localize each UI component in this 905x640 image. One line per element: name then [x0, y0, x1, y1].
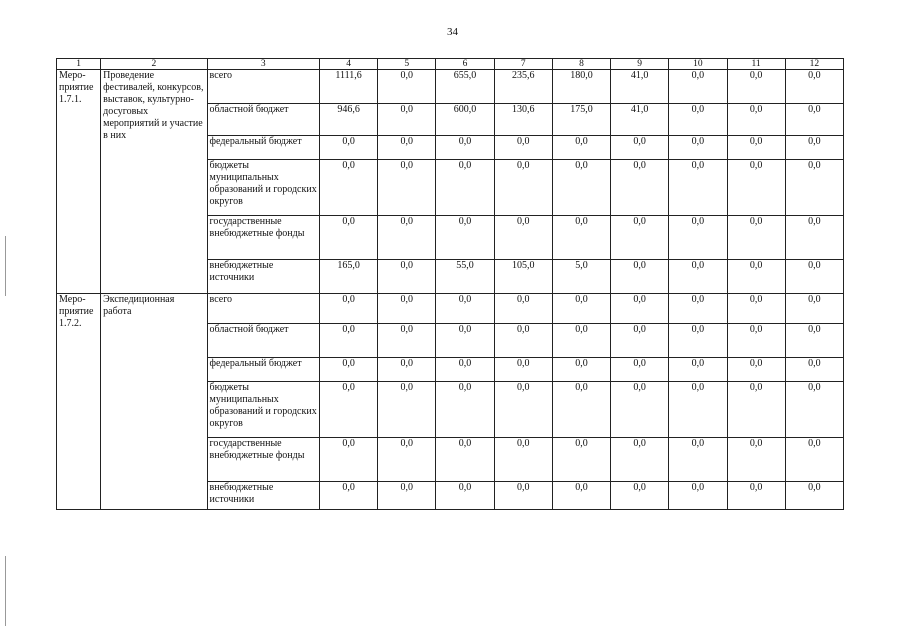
amount-cell: 655,0	[436, 70, 494, 104]
funding-source: государственные внебюджетные фонды	[207, 216, 319, 260]
amount-cell: 600,0	[436, 104, 494, 136]
activity-code	[57, 294, 101, 510]
amount-cell: 41,0	[611, 104, 669, 136]
amount-cell: 0,0	[727, 216, 785, 260]
amount-cell: 0,0	[436, 482, 494, 510]
activity-name: Экспедиционная работа	[101, 294, 207, 510]
budget-table	[56, 58, 844, 510]
amount-cell: 0,0	[727, 482, 785, 510]
amount-cell: 0,0	[552, 136, 610, 160]
amount-cell: 0,0	[611, 324, 669, 358]
amount-cell: 0,0	[785, 482, 843, 510]
amount-cell: 0,0	[611, 136, 669, 160]
amount-cell: 0,0	[669, 358, 727, 382]
amount-cell: 175,0	[552, 104, 610, 136]
funding-source: областной бюджет	[207, 324, 319, 358]
amount-cell: 0,0	[378, 136, 436, 160]
amount-cell: 180,0	[552, 70, 610, 104]
page-number: 34	[447, 26, 458, 38]
amount-cell: 0,0	[552, 324, 610, 358]
amount-cell: 0,0	[727, 104, 785, 136]
amount-cell: 0,0	[785, 294, 843, 324]
amount-cell: 0,0	[727, 70, 785, 104]
amount-cell: 0,0	[436, 324, 494, 358]
amount-cell: 0,0	[319, 294, 377, 324]
column-number: 10	[669, 59, 727, 70]
amount-cell: 105,0	[494, 260, 552, 294]
amount-cell: 0,0	[785, 216, 843, 260]
column-number: 1	[57, 59, 101, 70]
amount-cell: 0,0	[611, 382, 669, 438]
amount-cell: 55,0	[436, 260, 494, 294]
amount-cell: 0,0	[727, 136, 785, 160]
scan-margin-mark	[5, 556, 6, 626]
amount-cell: 0,0	[319, 382, 377, 438]
amount-cell: 0,0	[436, 438, 494, 482]
amount-cell: 0,0	[378, 70, 436, 104]
amount-cell: 0,0	[785, 438, 843, 482]
amount-cell: 0,0	[552, 382, 610, 438]
amount-cell: 0,0	[727, 358, 785, 382]
amount-cell: 0,0	[727, 382, 785, 438]
amount-cell: 0,0	[785, 104, 843, 136]
funding-source: государственные внебюджетные фонды	[207, 438, 319, 482]
activity-name: Проведение фестивалей, конкурсов, выставок, культурно-досуговых мероприятий и участие в них	[101, 70, 207, 294]
scan-margin-mark	[5, 236, 6, 296]
amount-cell: 0,0	[669, 104, 727, 136]
funding-source: внебюджетные источники	[207, 260, 319, 294]
amount-cell: 0,0	[669, 136, 727, 160]
amount-cell: 0,0	[552, 482, 610, 510]
column-number: 9	[611, 59, 669, 70]
column-number: 7	[494, 59, 552, 70]
amount-cell: 0,0	[378, 382, 436, 438]
table-row	[57, 70, 844, 104]
amount-cell: 0,0	[436, 382, 494, 438]
amount-cell: 0,0	[785, 358, 843, 382]
amount-cell: 0,0	[319, 358, 377, 382]
amount-cell: 0,0	[611, 438, 669, 482]
amount-cell: 0,0	[785, 136, 843, 160]
amount-cell: 0,0	[378, 216, 436, 260]
amount-cell: 0,0	[494, 482, 552, 510]
amount-cell: 0,0	[319, 160, 377, 216]
amount-cell: 0,0	[669, 482, 727, 510]
funding-source: всего	[207, 294, 319, 324]
funding-source: областной бюджет	[207, 104, 319, 136]
funding-source: всего	[207, 70, 319, 104]
amount-cell: 0,0	[785, 324, 843, 358]
amount-cell: 0,0	[727, 438, 785, 482]
column-number: 4	[319, 59, 377, 70]
column-number: 6	[436, 59, 494, 70]
amount-cell: 1111,6	[319, 70, 377, 104]
amount-cell: 41,0	[611, 70, 669, 104]
amount-cell: 0,0	[727, 160, 785, 216]
amount-cell: 0,0	[436, 358, 494, 382]
amount-cell: 165,0	[319, 260, 377, 294]
amount-cell: 0,0	[494, 294, 552, 324]
amount-cell: 0,0	[785, 160, 843, 216]
amount-cell: 0,0	[378, 438, 436, 482]
amount-cell: 0,0	[494, 358, 552, 382]
column-number: 12	[785, 59, 843, 70]
amount-cell: 946,6	[319, 104, 377, 136]
activity-code-line: 1.7.1.	[59, 94, 82, 105]
amount-cell: 0,0	[319, 216, 377, 260]
funding-source: бюджеты муниципальных образований и городских округов	[207, 160, 319, 216]
amount-cell: 0,0	[319, 482, 377, 510]
amount-cell: 130,6	[494, 104, 552, 136]
amount-cell: 0,0	[378, 482, 436, 510]
column-number: 5	[378, 59, 436, 70]
amount-cell: 0,0	[611, 358, 669, 382]
activity-code-line: 1.7.2.	[59, 318, 82, 329]
amount-cell: 0,0	[785, 70, 843, 104]
amount-cell: 0,0	[319, 324, 377, 358]
funding-source: бюджеты муниципальных образований и городских округов	[207, 382, 319, 438]
column-number: 3	[207, 59, 319, 70]
amount-cell: 0,0	[436, 216, 494, 260]
activity-code-line: приятие	[59, 82, 94, 93]
amount-cell: 0,0	[494, 382, 552, 438]
amount-cell: 0,0	[611, 260, 669, 294]
amount-cell: 0,0	[319, 136, 377, 160]
amount-cell: 235,6	[494, 70, 552, 104]
amount-cell: 0,0	[611, 294, 669, 324]
column-number: 2	[101, 59, 207, 70]
amount-cell: 0,0	[494, 216, 552, 260]
amount-cell: 0,0	[669, 324, 727, 358]
amount-cell: 5,0	[552, 260, 610, 294]
amount-cell: 0,0	[727, 294, 785, 324]
amount-cell: 0,0	[494, 438, 552, 482]
column-number: 11	[727, 59, 785, 70]
amount-cell: 0,0	[494, 160, 552, 216]
amount-cell: 0,0	[611, 216, 669, 260]
column-number: 8	[552, 59, 610, 70]
table-row	[57, 294, 844, 324]
amount-cell: 0,0	[611, 160, 669, 216]
amount-cell: 0,0	[378, 358, 436, 382]
amount-cell: 0,0	[436, 136, 494, 160]
column-number-row	[57, 59, 844, 70]
amount-cell: 0,0	[552, 216, 610, 260]
funding-source: федеральный бюджет	[207, 358, 319, 382]
amount-cell: 0,0	[552, 160, 610, 216]
amount-cell: 0,0	[669, 382, 727, 438]
amount-cell: 0,0	[494, 136, 552, 160]
amount-cell: 0,0	[669, 438, 727, 482]
activity-code	[57, 70, 101, 294]
activity-code-line: приятие	[59, 306, 94, 317]
amount-cell: 0,0	[669, 260, 727, 294]
amount-cell: 0,0	[378, 160, 436, 216]
amount-cell: 0,0	[669, 70, 727, 104]
amount-cell: 0,0	[378, 294, 436, 324]
amount-cell: 0,0	[552, 294, 610, 324]
funding-source: федеральный бюджет	[207, 136, 319, 160]
amount-cell: 0,0	[785, 382, 843, 438]
amount-cell: 0,0	[436, 294, 494, 324]
activity-code-line: Меро-	[59, 294, 86, 305]
activity-code-line: Меро-	[59, 70, 86, 81]
amount-cell: 0,0	[611, 482, 669, 510]
amount-cell: 0,0	[727, 324, 785, 358]
amount-cell: 0,0	[436, 160, 494, 216]
amount-cell: 0,0	[552, 438, 610, 482]
funding-source: внебюджетные источники	[207, 482, 319, 510]
amount-cell: 0,0	[378, 260, 436, 294]
amount-cell: 0,0	[378, 104, 436, 136]
amount-cell: 0,0	[727, 260, 785, 294]
amount-cell: 0,0	[378, 324, 436, 358]
amount-cell: 0,0	[319, 438, 377, 482]
amount-cell: 0,0	[552, 358, 610, 382]
amount-cell: 0,0	[669, 216, 727, 260]
amount-cell: 0,0	[785, 260, 843, 294]
amount-cell: 0,0	[494, 324, 552, 358]
amount-cell: 0,0	[669, 294, 727, 324]
amount-cell: 0,0	[669, 160, 727, 216]
